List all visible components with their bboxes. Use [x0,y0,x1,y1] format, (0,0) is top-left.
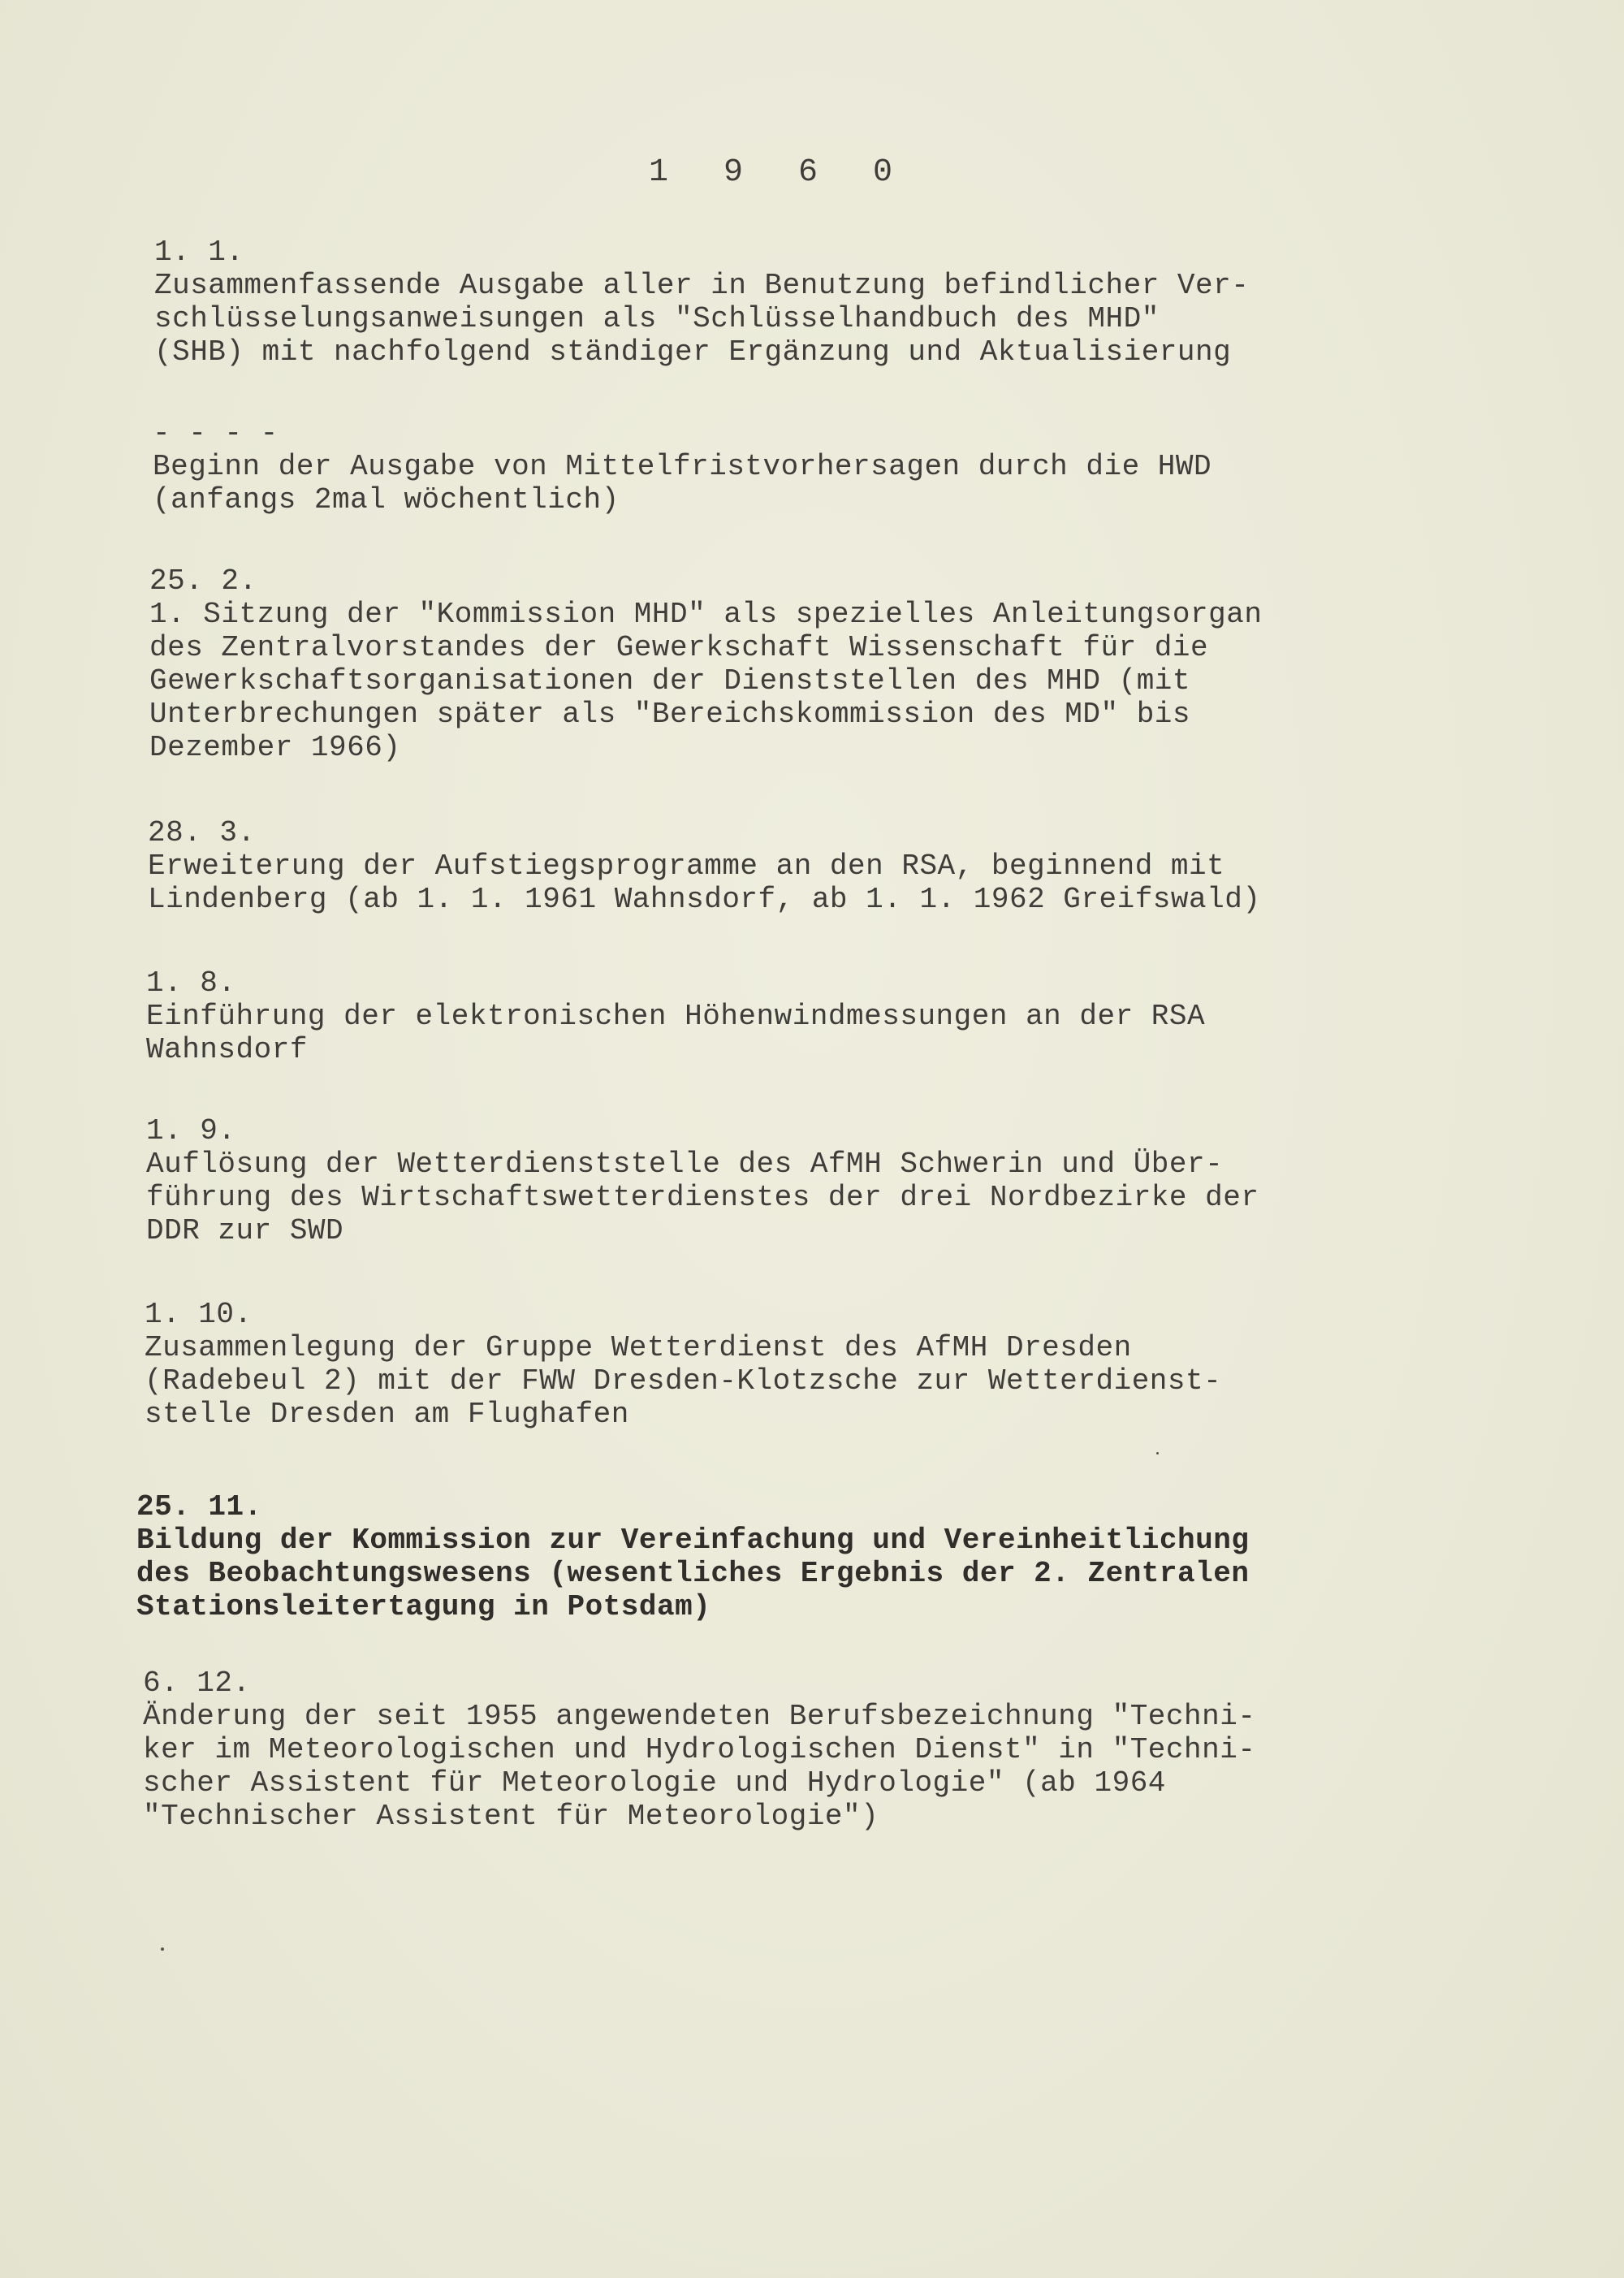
chronicle-entry [143,1666,1523,1833]
entry-text-line: scher Assistent für Meteorologie und Hydrologie" (ab 1964 [143,1766,1166,1800]
entry-text-line: schlüsselungsanweisungen als "Schlüsselhandbuch des MHD" [154,302,1160,335]
entry-text-line: führung des Wirtschaftswetterdienstes der drei Nordbezirke der [146,1181,1259,1214]
entry-date: 6. 12. [143,1666,251,1700]
entry-date: 1. 9. [146,1114,236,1148]
entry-text-line: (Radebeul 2) mit der FWW Dresden-Klotzsche zur Wetterdienst- [145,1364,1222,1398]
entry-text-line: Bildung der Kommission zur Vereinfachung und Vereinheitlichung [136,1524,1250,1557]
chronicle-entry [154,236,1535,369]
entry-date: - - - - [153,417,279,450]
ink-speck [1156,1452,1159,1455]
entry-text-line: (SHB) mit nachfolgend ständiger Ergänzung und Aktualisierung [154,335,1232,369]
entry-text-line: (anfangs 2mal wöchentlich) [153,483,620,517]
entry-text-line: Dezember 1966) [149,731,401,764]
chronicle-entry [148,816,1528,916]
entry-text-line: ker im Meteorologischen und Hydrologischen Dienst" in "Techni- [143,1733,1256,1766]
entry-text-line: Erweiterung der Aufstiegsprogramme an den RSA, beginnend mit [148,849,1225,883]
entry-text-line: Unterbrechungen später als "Bereichskommission des MD" bis [149,698,1191,731]
entry-text-line: Einführung der elektronischen Höhenwindmessungen an der RSA [146,1000,1206,1033]
entry-text-line: Gewerkschaftsorganisationen der Dienststellen des MHD (mit [149,664,1191,698]
chronicle-entry [149,564,1530,764]
entry-text-line: Stationsleitertagung in Potsdam) [136,1590,711,1623]
entry-date: 28. 3. [148,816,256,849]
entry-text-line: Lindenberg (ab 1. 1. 1961 Wahnsdorf, ab 1. 1. 1962 Greifswald) [148,883,1261,916]
chronicle-entry [146,1114,1527,1247]
entry-text-line: Zusammenlegung der Gruppe Wetterdienst des AfMH Dresden [145,1331,1132,1364]
entry-text-line: "Technischer Assistent für Meteorologie") [143,1800,879,1833]
entry-date: 1. 10. [145,1298,253,1331]
entry-text-line: Auflösung der Wetterdienststelle des AfMH Schwerin und Über- [146,1148,1224,1181]
entry-text-line: DDR zur SWD [146,1214,344,1247]
entry-date: 25. 2. [149,564,257,598]
entry-text-line: stelle Dresden am Flughafen [145,1398,629,1431]
entry-text-line: Wahnsdorf [146,1033,308,1066]
entry-text-line: Änderung der seit 1955 angewendeten Berufsbezeichnung "Techni- [143,1700,1256,1733]
entry-text-line: Zusammenfassende Ausgabe aller in Benutzung befindlicher Ver- [154,269,1250,302]
page-title-year: 1 9 6 0 [648,154,911,191]
ink-speck [161,1947,164,1951]
entry-text-line: des Zentralvorstandes der Gewerkschaft Wissenschaft für die [149,631,1209,664]
chronicle-entry [136,1490,1517,1623]
entry-date: 1. 1. [154,236,244,269]
chronicle-entry [146,966,1527,1066]
entry-text-line: des Beobachtungswesens (wesentliches Ergebnis der 2. Zentralen [136,1557,1250,1590]
entry-date: 1. 8. [146,966,236,1000]
entry-text-line: 1. Sitzung der "Kommission MHD" als spezielles Anleitungsorgan [149,598,1263,631]
entry-date: 25. 11. [136,1490,262,1524]
chronicle-entry [145,1298,1525,1431]
entry-text-line: Beginn der Ausgabe von Mittelfristvorhersagen durch die HWD [153,450,1212,483]
chronicle-entry [153,417,1533,517]
